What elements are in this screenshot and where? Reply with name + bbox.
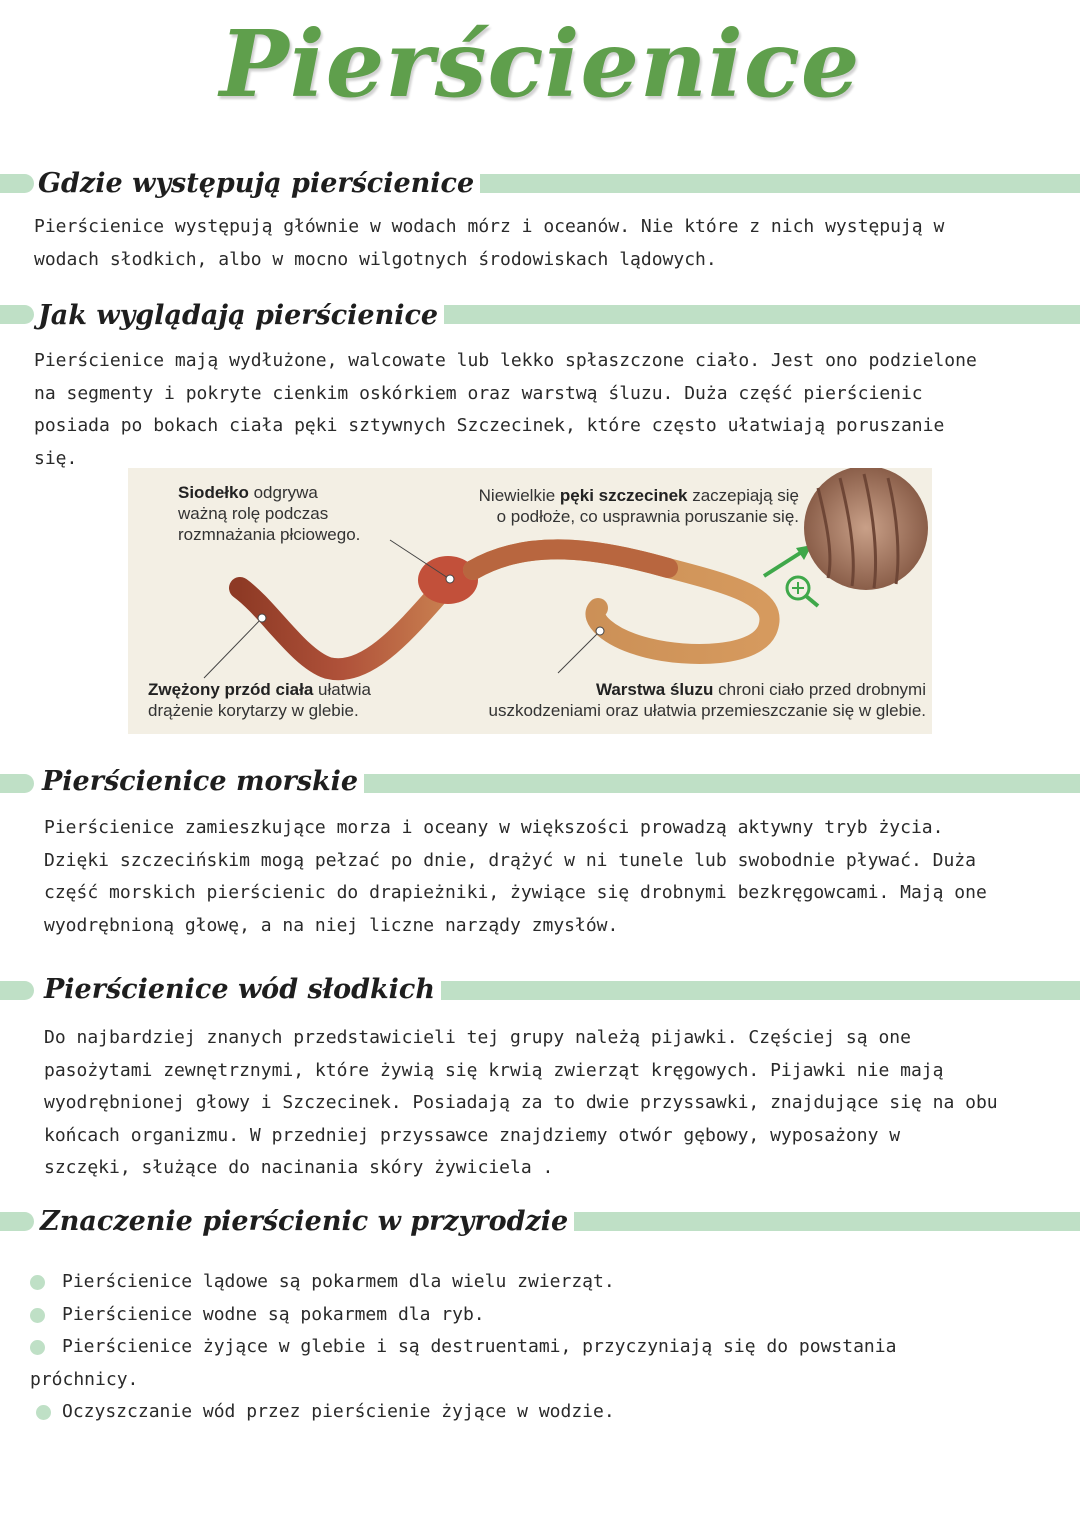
list-item: Pierścienice wodne są pokarmem dla ryb. bbox=[30, 1299, 1040, 1332]
paragraph-freshwater: Do najbardziej znanych przedstawicieli tej grupy należą pijawki. Częściej są one pasożytami zewnętrznymi, które żywią się krwią zwierząt kręgowych. Pijawki nie mają wyodrębnionej głowy i Szczecinek. Posiadają za to dwie przyssawki, znajdujące się na obu końcach organizmu. W przedniej przyssawce znajdziemy otwór gębowy, wyposażony w szczęki, służące do nacinania skóry żywiciela . bbox=[44, 1027, 998, 1178]
list-item: Pierścienice żyjące w glebie i są destruentami, przyczyniają się do powstania próchnicy. bbox=[30, 1336, 897, 1390]
section-heading-where bbox=[0, 168, 1080, 208]
list-item: Oczyszczanie wód przez pierścienie żyjące w wodzie. bbox=[30, 1396, 1040, 1429]
caption-bristles: Niewielkie pęki szczecinek zaczepiają się o podłoże, co usprawnia poruszanie się. bbox=[478, 486, 799, 526]
caption-front: Zwężony przód ciała ułatwia drążenie korytarzy w glebie. bbox=[148, 680, 371, 720]
paragraph-appearance: Pierścienice mają wydłużone, walcowate lub lekko spłaszczone ciało. Jest ono podzielone na segmenty i pokryte cienkim oskórkiem oraz warstwą śluzu. Duża część pierścienic posiada po bokach ciała pęki sztywnych Szczecinek, które często ułatwiają poruszanie się. bbox=[34, 350, 977, 469]
section-heading-appearance bbox=[0, 300, 1080, 340]
heading-importance: Znaczenie pierścienic w przyrodzie bbox=[40, 1206, 574, 1237]
page-title: Pierścienice bbox=[219, 10, 861, 118]
section-heading-marine bbox=[0, 766, 1080, 806]
worm-front bbox=[240, 583, 448, 669]
list-item: Pierścienice lądowe są pokarmem dla wielu zwierząt. bbox=[30, 1266, 1040, 1299]
earthworm-figure bbox=[128, 468, 932, 734]
heading-freshwater: Pierścienice wód słodkich bbox=[44, 974, 441, 1005]
importance-list bbox=[30, 1266, 1040, 1429]
caption-mucus: Warstwa śluzu chroni ciało przed drobnymi uszkodzeniami oraz ułatwia przemieszczanie się w glebie. bbox=[488, 680, 926, 720]
heading-where: Gdzie występują pierścienice bbox=[38, 168, 480, 199]
heading-appearance: Jak wyglądają pierścienice bbox=[38, 300, 444, 331]
section-heading-importance bbox=[0, 1206, 1080, 1246]
caption-saddle: Siodełko odgrywa ważną rolę podczas rozmnażania płciowego. bbox=[178, 483, 361, 544]
paragraph-where: Pierścienice występują głównie w wodach mórz i oceanów. Nie które z nich występują w wodach słodkich, albo w mocno wilgotnych środowiskach lądowych. bbox=[34, 216, 945, 270]
heading-marine: Pierścienice morskie bbox=[42, 766, 364, 797]
section-heading-freshwater bbox=[0, 974, 1080, 1014]
paragraph-marine: Pierścienice zamieszkujące morza i oceany w większości prowadzą aktywny tryb życia. Dzięki szczecińskim mogą pełzać po dnie, drążyć w ni tunele lub swobodnie pływać. Duża część morskich pierścienic do drapieżniki, żywiące się drobnymi bezkręgowcami. Mają one wyodrębnioną głowę, a na niej liczne narządy zmysłów. bbox=[44, 817, 987, 936]
